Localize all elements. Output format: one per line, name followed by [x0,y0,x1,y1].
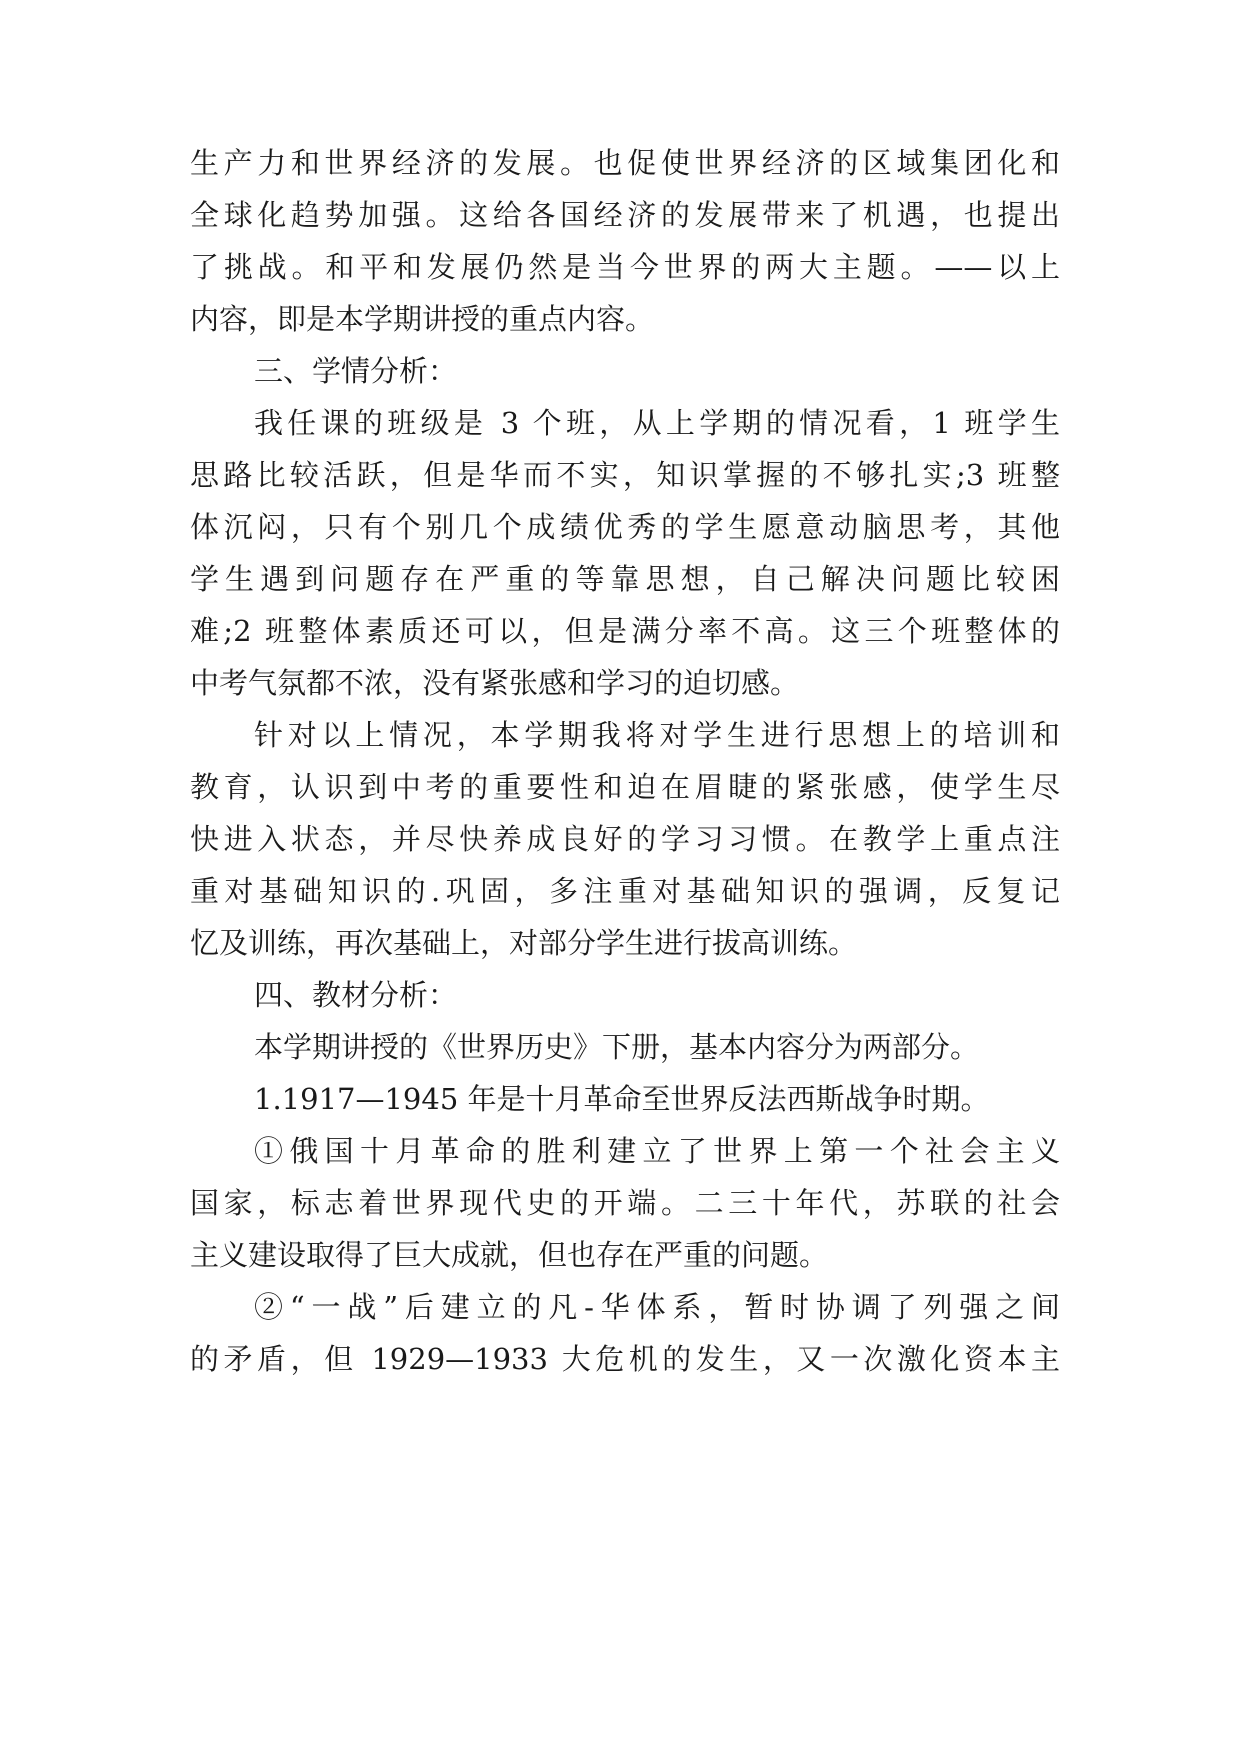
text-line: 教育，认识到中考的重要性和迫在眉睫的紧张感，使学生尽 [190,770,1060,804]
text-line: 本学期讲授的《世界历史》下册，基本内容分为两部分。 [254,1030,980,1064]
text-line: 针对以上情况，本学期我将对学生进行思想上的培训和 [254,718,1060,752]
text-line: 主义建设取得了巨大成就，但也存在严重的问题。 [190,1238,829,1272]
text-line: 思路比较活跃，但是华而不实，知识掌握的不够扎实;3 班整 [190,458,1060,492]
text-line: 快进入状态，并尽快养成良好的学习习惯。在教学上重点注 [190,822,1060,856]
text-line: 体沉闷，只有个别几个成绩优秀的学生愿意动脑思考，其他 [190,510,1060,544]
section-heading: 四、教材分析： [254,978,458,1012]
text-line: 忆及训练，再次基础上，对部分学生进行拔高训练。 [190,926,858,960]
text-line: 全球化趋势加强。这给各国经济的发展带来了机遇，也提出 [190,198,1060,232]
text-line: 学生遇到问题存在严重的等靠思想，自己解决问题比较困 [190,562,1060,596]
text-line: 了挑战。和平和发展仍然是当今世界的两大主题。——以上 [190,250,1060,284]
section-heading: 三、学情分析： [254,354,458,388]
text-line: 难;2 班整体素质还可以，但是满分率不高。这三个班整体的 [190,614,1060,648]
text-line: ①俄国十月革命的胜利建立了世界上第一个社会主义 [254,1134,1060,1168]
text-line: 内容，即是本学期讲授的重点内容。 [190,302,655,336]
text-line: 生产力和世界经济的发展。也促使世界经济的区域集团化和 [190,146,1060,180]
text-line: 我任课的班级是 3 个班，从上学期的情况看，1 班学生 [254,406,1060,440]
text-line: 1.1917—1945 年是十月革命至世界反法西斯战争时期。 [254,1082,990,1116]
text-line: 中考气氛都不浓，没有紧张感和学习的迫切感。 [190,666,800,700]
text-line: 的矛盾，但 1929—1933 大危机的发生，又一次激化资本主 [190,1342,1060,1376]
text-line: ②“一战”后建立的凡-华体系，暂时协调了列强之间 [254,1290,1060,1324]
text-line: 国家，标志着世界现代史的开端。二三十年代，苏联的社会 [190,1186,1060,1220]
text-line: 重对基础知识的.巩固，多注重对基础知识的强调，反复记 [190,874,1060,908]
